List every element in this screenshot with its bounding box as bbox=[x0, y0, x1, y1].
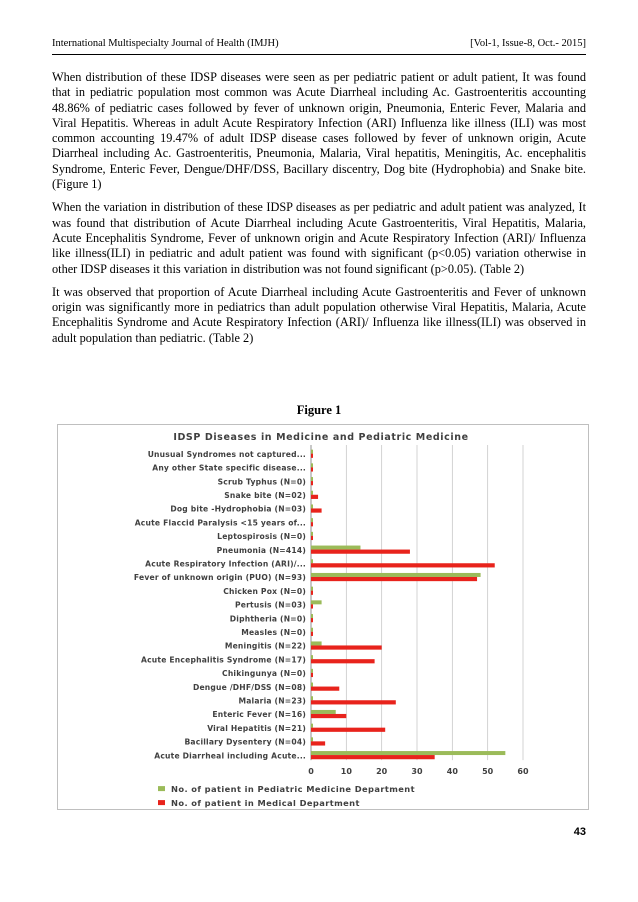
category-label: Pneumonia (N=414) bbox=[216, 545, 306, 555]
bar-medical bbox=[311, 536, 313, 540]
category-label: Dog bite -Hydrophobia (N=03) bbox=[170, 504, 306, 514]
bar-medical bbox=[311, 673, 313, 677]
bar-pediatric bbox=[311, 614, 313, 618]
bar-medical bbox=[311, 728, 385, 732]
x-tick-label: 40 bbox=[446, 767, 458, 777]
bar-medical bbox=[311, 591, 313, 595]
x-tick-label: 60 bbox=[517, 767, 529, 777]
x-tick-label: 10 bbox=[340, 767, 352, 777]
bar-medical bbox=[311, 632, 313, 636]
chart-container bbox=[57, 424, 589, 810]
paragraph-2: When the variation in distribution of these IDSP diseases as per pediatric and adult patient was analyzed, It was found that distribution of Acute Diarrheal including Acute Gastroenteritis, Viral Hepatitis, Malaria, Acute Encephalitis Syndrome, Fever of unknown origin and Acute Respiratory Infection (ARI)/ Influenza like illness(ILI) in pediatric and adult patient was found with significant (p<0.05) variation otherwise in other IDSP diseases it this variation in distribution was not found significant (p>0.05). (Table 2) bbox=[52, 200, 586, 276]
bar-medical bbox=[311, 467, 313, 471]
paragraph-3: It was observed that proportion of Acute Diarrheal including Acute Gastroenteritis and Fever of unknown origin was significantly more in pediatrics than adult population otherwise Viral Hepatitis, Malaria, Acute Encephalitis Syndrome and Acute Respiratory Infection (ARI)/ Influenza like illness(ILI) was observed in adult population than pediatric. (Table 2) bbox=[52, 284, 586, 345]
bar-pediatric bbox=[311, 491, 313, 495]
x-tick-label: 20 bbox=[376, 767, 388, 777]
category-label: Acute Flaccid Paralysis <15 years of... bbox=[134, 518, 306, 528]
legend-label-medical: No. of patient in Medical Department bbox=[171, 798, 360, 809]
bar-pediatric bbox=[311, 669, 313, 673]
bar-medical bbox=[311, 522, 313, 526]
bar-pediatric bbox=[311, 600, 322, 604]
journal-header: International Multispecialty Journal of Health (IMJH) bbox=[52, 38, 279, 49]
category-label: Chicken Pox (N=0) bbox=[223, 586, 306, 596]
bar-medical bbox=[311, 714, 346, 718]
category-label: Unusual Syndromes not captured... bbox=[147, 449, 306, 459]
bar-pediatric bbox=[311, 710, 336, 714]
bar-pediatric bbox=[311, 628, 313, 632]
bar-pediatric bbox=[311, 518, 313, 522]
category-label: Snake bite (N=02) bbox=[224, 490, 306, 500]
bar-pediatric bbox=[311, 450, 313, 454]
category-label: Pertusis (N=03) bbox=[234, 600, 306, 610]
bar-pediatric bbox=[311, 532, 313, 536]
bar-pediatric bbox=[311, 724, 313, 728]
bar-medical bbox=[311, 563, 495, 567]
category-label: Measles (N=0) bbox=[241, 627, 306, 637]
issue-header: [Vol-1, Issue-8, Oct.- 2015] bbox=[470, 38, 586, 49]
x-tick-label: 0 bbox=[308, 767, 314, 777]
bar-pediatric bbox=[311, 477, 313, 481]
x-tick-label: 30 bbox=[411, 767, 423, 777]
category-label: Any other State specific disease... bbox=[152, 463, 306, 473]
page-number: 43 bbox=[573, 826, 586, 838]
bar-pediatric bbox=[311, 573, 481, 577]
category-label: Acute Encephalitis Syndrome (N=17) bbox=[141, 655, 306, 665]
bar-medical bbox=[311, 659, 375, 663]
category-label: Scrub Typhus (N=0) bbox=[217, 477, 306, 487]
bar-medical bbox=[311, 508, 322, 512]
bar-pediatric bbox=[311, 641, 322, 645]
bar-medical bbox=[311, 645, 382, 649]
bar-medical bbox=[311, 618, 313, 622]
bar-pediatric bbox=[311, 587, 313, 591]
bar-medical bbox=[311, 577, 477, 581]
bar-medical bbox=[311, 550, 410, 554]
category-label: Meningitis (N=22) bbox=[224, 641, 306, 651]
bar-medical bbox=[311, 687, 339, 691]
legend-swatch-medical bbox=[158, 800, 165, 805]
paragraph-1: When distribution of these IDSP diseases were seen as per pediatric patient or adult patient, It was found that in pediatric population most common was Acute Diarrheal including Ac. Gastroenteritis accounting 48.86% of pediatric cases followed by fever of unknown origin, Pneumonia, Enteric Fever, Malaria and Viral Hepatitis. Whereas in adult Acute Respiratory Infection (ARI) Influenza like illness (ILI) was most common accounting 19.47% of adult IDSP disease cases followed by fever of unknown origin, Acute Diarrheal including Ac. Gastroenteritis, Pneumonia, Malaria, Viral hepatitis, Meningitis, Ac. encephalitis Syndrome, Enteric Fever, Dengue/DHF/DSS, Bacillary discentry, Dog bite (Hydrophobia) and Snake bite. (Figure 1) bbox=[52, 70, 586, 192]
bar-pediatric bbox=[311, 504, 313, 508]
legend-label-pediatric: No. of patient in Pediatric Medicine Department bbox=[171, 784, 415, 795]
category-label: Diphtheria (N=0) bbox=[229, 614, 306, 624]
figure-title: Figure 1 bbox=[296, 403, 342, 417]
category-label: Bacillary Dysentery (N=04) bbox=[184, 737, 306, 747]
x-tick-label: 50 bbox=[482, 767, 494, 777]
bar-pediatric bbox=[311, 737, 313, 741]
bar-medical bbox=[311, 741, 325, 745]
category-label: Dengue /DHF/DSS (N=08) bbox=[192, 682, 306, 692]
category-label: Viral Hepatitis (N=21) bbox=[207, 723, 306, 733]
bar-pediatric bbox=[311, 463, 313, 467]
legend-swatch-pediatric bbox=[158, 786, 165, 791]
bar-medical bbox=[311, 755, 435, 759]
header-rule bbox=[52, 54, 586, 55]
bar-pediatric bbox=[311, 683, 313, 687]
bar-pediatric bbox=[311, 559, 313, 563]
category-label: Acute Respiratory Infection (ARI)/... bbox=[145, 559, 306, 569]
article-body bbox=[52, 70, 586, 354]
bar-pediatric bbox=[311, 655, 313, 659]
category-label: Fever of unknown origin (PUO) (N=93) bbox=[133, 573, 306, 583]
bar-medical bbox=[311, 495, 318, 499]
bar-pediatric bbox=[311, 546, 360, 550]
category-label: Chikingunya (N=0) bbox=[222, 669, 306, 679]
category-label: Acute Diarrheal including Acute... bbox=[154, 751, 306, 761]
category-label: Malaria (N=23) bbox=[238, 696, 306, 706]
bar-medical bbox=[311, 454, 313, 458]
bar-medical bbox=[311, 604, 313, 608]
category-label: Enteric Fever (N=16) bbox=[212, 710, 306, 720]
bar-chart bbox=[58, 425, 588, 809]
bar-medical bbox=[311, 481, 313, 485]
bar-pediatric bbox=[311, 751, 505, 755]
category-label: Leptospirosis (N=0) bbox=[217, 532, 306, 542]
chart-title: IDSP Diseases in Medicine and Pediatric Medicine bbox=[173, 432, 469, 443]
bar-pediatric bbox=[311, 696, 313, 700]
bar-medical bbox=[311, 700, 396, 704]
